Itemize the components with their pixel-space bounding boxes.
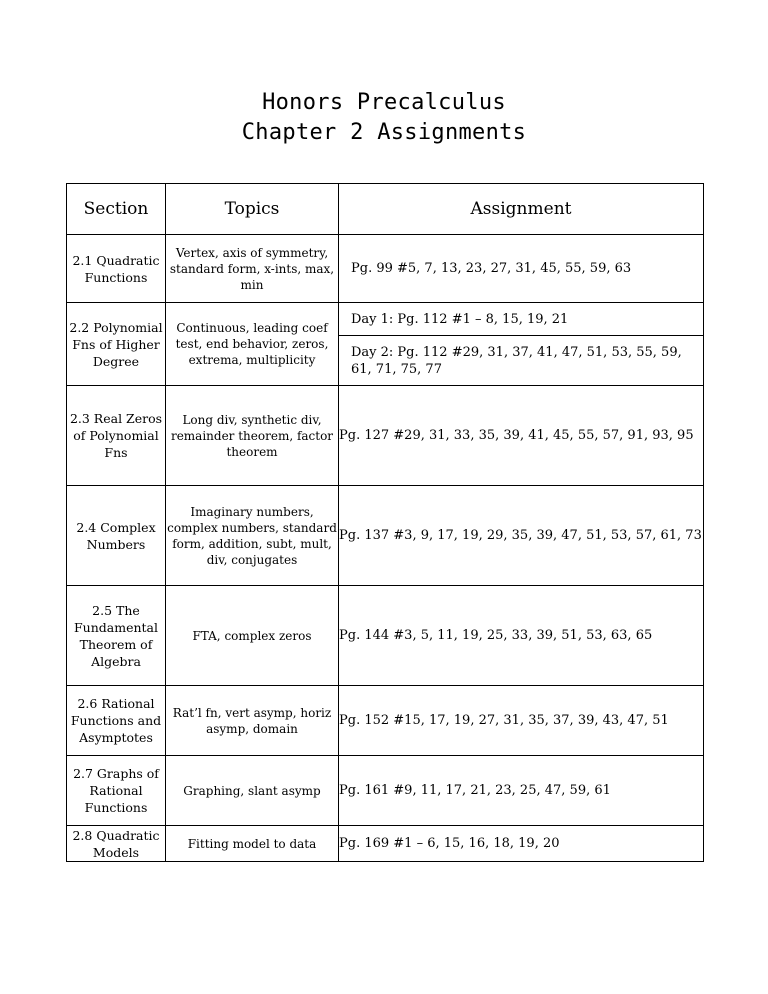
assignments-table <box>66 183 704 862</box>
table-row <box>67 486 704 586</box>
document-title: Honors Precalculus <box>262 90 506 115</box>
document-subtitle: Chapter 2 Assignments <box>241 120 527 145</box>
topics-cell: Continuous, leading coef test, end behavior, zeros, extrema, multiplicity <box>166 303 339 386</box>
table-row <box>67 586 704 686</box>
assignment-cell: Pg. 99 #5, 7, 13, 23, 27, 31, 45, 55, 59, 63 <box>339 235 704 303</box>
section-cell: 2.6 Rational Functions and Asymptotes <box>67 686 166 756</box>
table-row <box>67 303 704 336</box>
table-row <box>67 826 704 862</box>
section-cell: 2.8 Quadratic Models <box>67 826 166 862</box>
header-section: Section <box>67 184 166 235</box>
assignment-cell: Pg. 152 #15, 17, 19, 27, 31, 35, 37, 39, 43, 47, 51 <box>339 686 704 756</box>
section-cell: 2.5 The Fundamental Theorem of Algebra <box>67 586 166 686</box>
section-cell: 2.7 Graphs of Rational Functions <box>67 756 166 826</box>
assignment-cell: Pg. 169 #1 – 6, 15, 16, 18, 19, 20 <box>339 826 704 862</box>
section-cell: 2.4 Complex Numbers <box>67 486 166 586</box>
header-topics: Topics <box>166 184 339 235</box>
topics-cell: Fitting model to data <box>166 826 339 862</box>
topics-cell: Long div, synthetic div, remainder theorem, factor theorem <box>166 386 339 486</box>
header-assignment: Assignment <box>339 184 704 235</box>
topics-cell: FTA, complex zeros <box>166 586 339 686</box>
assignment-cell: Pg. 144 #3, 5, 11, 19, 25, 33, 39, 51, 53, 63, 65 <box>339 586 704 686</box>
topics-cell: Rat’l fn, vert asymp, horiz asymp, domain <box>166 686 339 756</box>
topics-cell: Vertex, axis of symmetry, standard form, x-ints, max, min <box>166 235 339 303</box>
topics-cell: Imaginary numbers, complex numbers, standard form, addition, subt, mult, div, conjugates <box>166 486 339 586</box>
table-row <box>67 235 704 303</box>
assignment-cell: Pg. 161 #9, 11, 17, 21, 23, 25, 47, 59, 61 <box>339 756 704 826</box>
topics-cell: Graphing, slant asymp <box>166 756 339 826</box>
section-cell: 2.3 Real Zeros of Polynomial Fns <box>67 386 166 486</box>
header-row <box>67 184 704 235</box>
table-row <box>67 386 704 486</box>
table-row <box>67 756 704 826</box>
assignment-cell: Pg. 137 #3, 9, 17, 19, 29, 35, 39, 47, 51, 53, 57, 61, 73 <box>339 486 704 586</box>
table-row <box>67 686 704 756</box>
assignment-cell-day1: Day 1: Pg. 112 #1 – 8, 15, 19, 21 <box>339 303 704 336</box>
section-cell: 2.2 Polynomial Fns of Higher Degree <box>67 303 166 386</box>
assignment-cell-day2: Day 2: Pg. 112 #29, 31, 37, 41, 47, 51, 53, 55, 59, 61, 71, 75, 77 <box>339 336 704 386</box>
assignment-cell: Pg. 127 #29, 31, 33, 35, 39, 41, 45, 55, 57, 91, 93, 95 <box>339 386 704 486</box>
section-cell: 2.1 Quadratic Functions <box>67 235 166 303</box>
